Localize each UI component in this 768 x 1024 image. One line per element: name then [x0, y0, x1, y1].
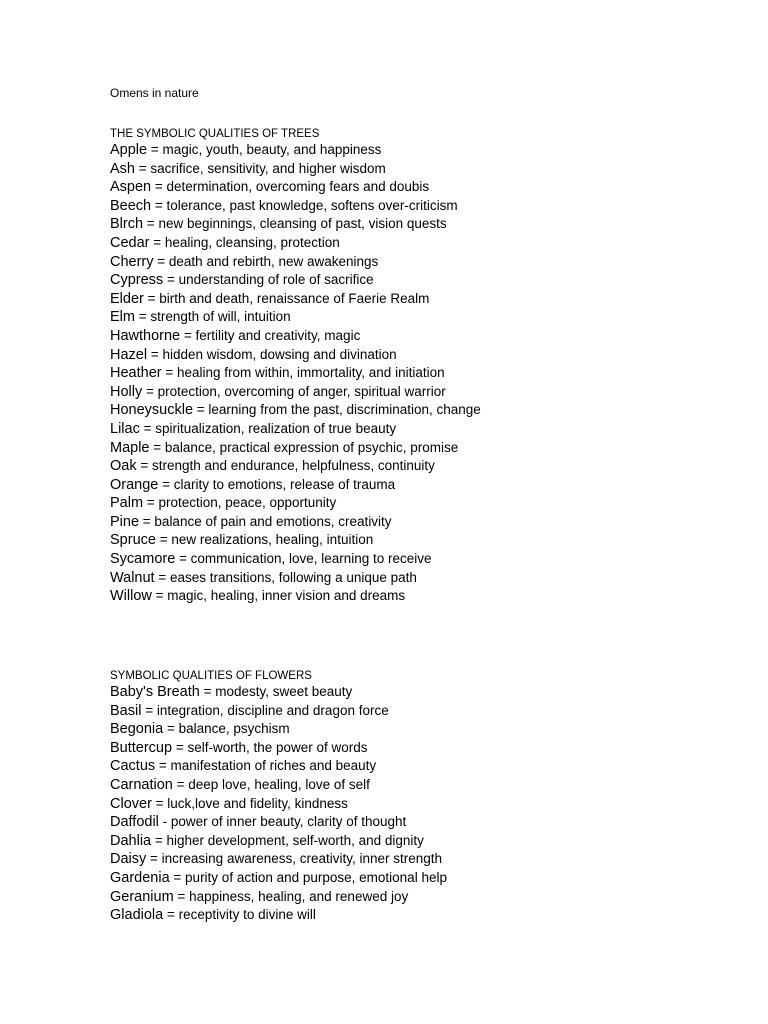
entry-meaning: eases transitions, following a unique path [169, 569, 417, 585]
entry-separator: = [163, 272, 179, 288]
list-item [110, 850, 730, 869]
entry-separator: = [172, 776, 189, 792]
entry-meaning: death and rebirth, new awakenings [168, 253, 379, 269]
entry-meaning: modesty, sweet beauty [215, 684, 353, 699]
list-item [110, 308, 730, 327]
entry-separator: = [151, 832, 167, 848]
entry-separator: = [147, 142, 163, 157]
entry-separator: = [151, 588, 168, 604]
entry-separator: = [136, 458, 152, 474]
entry-name: Pine [110, 513, 140, 530]
entry-meaning: understanding of role of sacrifice [178, 272, 374, 288]
list-item [110, 757, 730, 776]
entry-name: Cypress [110, 272, 164, 289]
entry-name: Lilac [110, 420, 140, 437]
list-item [110, 234, 730, 253]
entry-meaning: magic, healing, inner vision and dreams [167, 588, 406, 604]
entry-name: Cactus [110, 758, 156, 775]
entry-separator: = [169, 869, 186, 885]
entry-name: Willow [110, 588, 152, 605]
list-item [110, 457, 730, 476]
list-item [110, 550, 730, 569]
entry-meaning: spiritualization, realization of true beauty [155, 420, 397, 436]
entry-meaning: receptivity to divine will [178, 907, 316, 923]
entry-meaning: power of inner beauty, clarity of thought [170, 814, 407, 830]
entry-separator: = [146, 851, 162, 867]
entry-separator: = [154, 569, 170, 585]
entry-name: Elm [110, 309, 135, 326]
entry-meaning: balance, practical expression of psychic, promise [164, 439, 459, 455]
flowers-section [110, 669, 730, 925]
entry-name: Clover [110, 795, 152, 812]
entry-separator: = [151, 795, 168, 811]
list-item [110, 290, 730, 309]
entry-name: Elder [110, 290, 144, 307]
entry-meaning: birth and death, renaissance of Faerie Realm [159, 290, 430, 306]
entry-meaning: balance of pain and emotions, creativity [154, 513, 392, 529]
entry-separator: = [149, 439, 165, 455]
entry-meaning: happiness, healing, and renewed joy [189, 888, 409, 904]
entry-meaning: protection, overcoming of anger, spiritual warrior [157, 383, 446, 399]
entry-name: Daffodil [110, 814, 159, 831]
entry-meaning: strength of will, intuition [150, 309, 291, 325]
entry-separator: = [155, 758, 171, 774]
list-item [110, 178, 730, 197]
list-item [110, 160, 730, 179]
entry-name: Heather [110, 365, 162, 382]
entry-separator: = [142, 383, 158, 399]
list-item [110, 141, 730, 160]
list-item [110, 795, 730, 814]
entry-name: Buttercup [110, 739, 173, 756]
entry-meaning: sacrifice, sensitivity, and higher wisdom [150, 160, 386, 176]
entry-separator: = [139, 420, 156, 436]
list-item [110, 364, 730, 383]
entry-meaning: deep love, healing, love of self [188, 776, 370, 792]
entry-name: Begonia [110, 721, 164, 738]
entry-separator: = [143, 495, 159, 511]
entry-meaning: protection, peace, opportunity [158, 495, 337, 511]
list-item [110, 531, 730, 550]
entry-name: Aspen [110, 179, 152, 196]
entry-meaning: magic, youth, beauty, and happiness [162, 142, 382, 157]
list-item [110, 253, 730, 272]
entry-separator: = [149, 234, 165, 250]
list-item [110, 494, 730, 513]
entry-meaning: healing, cleansing, protection [164, 234, 340, 250]
list-item [110, 383, 730, 402]
list-item [110, 420, 730, 439]
entry-name: Walnut [110, 569, 155, 586]
entry-meaning: purity of action and purpose, emotional help [185, 869, 447, 885]
entry-meaning: luck,love and fidelity, kindness [167, 795, 348, 811]
entry-separator: = [143, 290, 160, 306]
entry-name: Apple [110, 142, 148, 158]
document-title: Omens in nature [110, 86, 199, 100]
entry-name: Blrch [110, 216, 144, 233]
entry-meaning: manifestation of riches and beauty [170, 758, 377, 774]
entry-name: Beech [110, 197, 152, 214]
entry-separator: = [147, 346, 163, 362]
list-item [110, 702, 730, 721]
entry-separator: = [151, 197, 167, 213]
entry-name: Ash [110, 160, 135, 177]
entry-separator: = [134, 309, 151, 325]
entry-separator: = [173, 888, 190, 904]
entry-name: Gardenia [110, 869, 170, 886]
entry-name: Hazel [110, 346, 148, 363]
entry-meaning: communication, love, learning to receive [190, 551, 432, 567]
list-item [110, 720, 730, 739]
entry-meaning: tolerance, past knowledge, softens over-criticism [166, 197, 458, 213]
entry-meaning: self-worth, the power of words [187, 739, 368, 755]
entry-separator: = [141, 702, 157, 718]
entry-separator: = [158, 476, 174, 492]
list-item [110, 813, 730, 832]
entry-meaning: increasing awareness, creativity, inner strength [161, 851, 443, 867]
list-item [110, 569, 730, 588]
entry-meaning: integration, discipline and dragon force [156, 702, 389, 718]
trees-section-heading: THE SYMBOLIC QUALITIES OF TREES [110, 128, 320, 140]
entry-meaning: learning from the past, discrimination, change [208, 402, 481, 418]
entry-meaning: higher development, self-worth, and dignity [166, 832, 424, 848]
entry-separator: = [161, 365, 177, 381]
entry-meaning: balance, psychism [178, 721, 290, 737]
trees-section [110, 127, 730, 606]
entry-name: Orange [110, 476, 159, 493]
entry-separator: = [180, 327, 196, 343]
entry-name: Cherry [110, 253, 154, 270]
entry-name: Basil [110, 702, 142, 719]
list-item [110, 401, 730, 420]
entry-name: Palm [110, 495, 144, 512]
entry-separator: = [175, 551, 191, 567]
entry-separator: = [139, 513, 155, 529]
list-item [110, 906, 730, 925]
entry-meaning: new realizations, healing, intuition [171, 532, 374, 548]
entry-name: Daisy [110, 851, 147, 868]
entry-separator: = [193, 402, 209, 418]
entry-name: Hawthorne [110, 327, 181, 344]
list-item [110, 197, 730, 216]
entry-meaning: fertility and creativity, magic [195, 327, 361, 343]
list-item [110, 346, 730, 365]
entry-meaning: healing from within, immortality, and initiation [176, 365, 445, 381]
entry-meaning: clarity to emotions, release of trauma [173, 476, 396, 492]
list-item [110, 513, 730, 532]
entry-name: Spruce [110, 532, 156, 549]
entry-meaning: strength and endurance, helpfulness, continuity [151, 458, 435, 474]
entry-name: Cedar [110, 234, 150, 251]
trees-entry-list [110, 141, 730, 606]
entry-name: Baby's Breath [110, 684, 200, 700]
list-item [110, 739, 730, 758]
entry-separator: = [135, 160, 151, 176]
list-item [110, 888, 730, 907]
entry-separator: = [153, 253, 169, 269]
flowers-section-heading: SYMBOLIC QUALITIES OF FLOWERS [110, 670, 312, 682]
entry-name: Gladiola [110, 907, 164, 924]
list-item [110, 683, 730, 702]
entry-name: Sycamore [110, 551, 176, 568]
entry-meaning: hidden wisdom, dowsing and divination [162, 346, 397, 362]
entry-separator: = [163, 721, 179, 737]
entry-separator: = [155, 532, 172, 548]
list-item [110, 587, 730, 606]
list-item [110, 832, 730, 851]
list-item [110, 327, 730, 346]
entry-separator: - [158, 814, 171, 830]
list-item [110, 215, 730, 234]
entry-name: Maple [110, 439, 150, 456]
entry-name: Honeysuckle [110, 402, 194, 419]
list-item [110, 476, 730, 495]
list-item [110, 271, 730, 290]
list-item [110, 439, 730, 458]
entry-separator: = [172, 739, 188, 755]
entry-name: Oak [110, 458, 137, 475]
flowers-entry-list [110, 683, 730, 925]
entry-name: Holly [110, 383, 143, 400]
entry-separator: = [143, 216, 159, 232]
entry-name: Geranium [110, 888, 174, 905]
entry-name: Carnation [110, 776, 173, 793]
entry-meaning: determination, overcoming fears and doubis [166, 179, 430, 195]
entry-separator: = [199, 684, 216, 699]
list-item [110, 776, 730, 795]
entry-separator: = [151, 179, 167, 195]
list-item [110, 869, 730, 888]
entry-meaning: new beginnings, cleansing of past, vision quests [158, 216, 447, 232]
entry-separator: = [163, 907, 179, 923]
entry-name: Dahlia [110, 832, 152, 849]
